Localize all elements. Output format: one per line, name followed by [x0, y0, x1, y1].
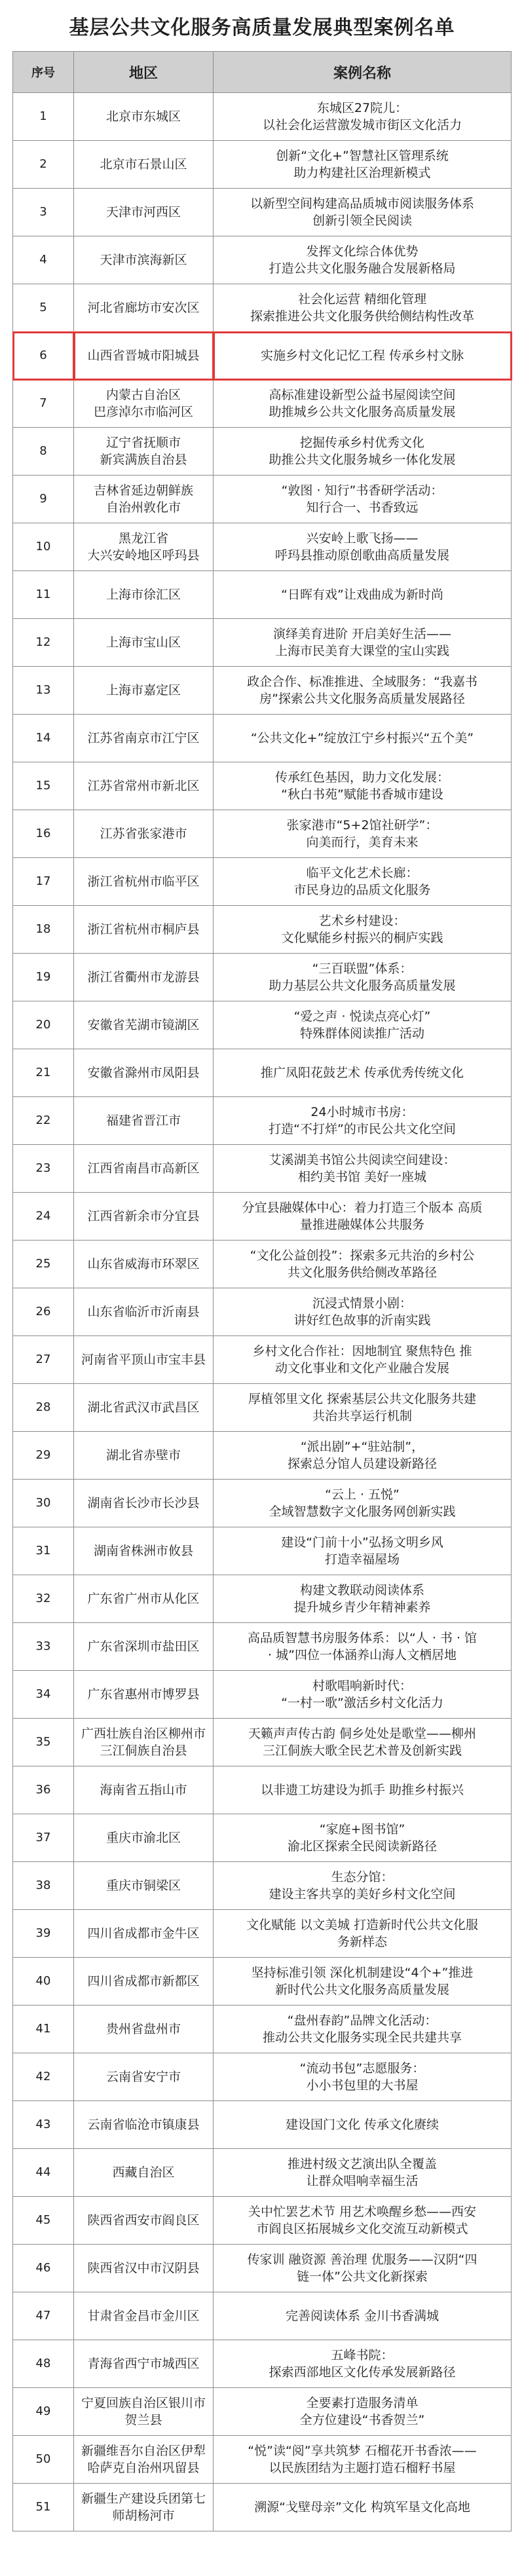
cell-region: 浙江省杭州市桐庐县	[74, 906, 214, 954]
table-row	[13, 619, 512, 667]
cell-case: “敦图 · 知行”书香研学活动： 知行合一、书香致远	[214, 476, 512, 523]
cell-index: 14	[13, 715, 74, 762]
table-row	[13, 141, 512, 189]
cell-region: 上海市嘉定区	[74, 667, 214, 715]
cell-index: 46	[13, 2245, 74, 2292]
table-row	[13, 380, 512, 428]
cell-case: “云上 · 五悦” 全域智慧数字文化服务网创新实践	[214, 1480, 512, 1527]
table-row	[13, 1766, 512, 1814]
table-row	[13, 1097, 512, 1145]
table-row	[13, 667, 512, 715]
cell-index: 4	[13, 236, 74, 284]
table-row	[13, 1049, 512, 1097]
header-case: 案例名称	[214, 52, 512, 93]
table-row	[13, 858, 512, 906]
cell-region: 宁夏回族自治区银川市 贺兰县	[74, 2388, 214, 2436]
cell-index: 40	[13, 1958, 74, 2006]
cell-case: 构建文教联动阅读体系 提升城乡青少年精神素养	[214, 1575, 512, 1623]
table-row	[13, 332, 512, 380]
table-row	[13, 2245, 512, 2292]
cell-case: 溯源“戈壁母亲”文化 构筑军垦文化高地	[214, 2484, 512, 2531]
table-header-row	[13, 52, 512, 93]
table-row	[13, 428, 512, 476]
cell-region: 广东省深圳市盐田区	[74, 1623, 214, 1671]
cell-index: 15	[13, 762, 74, 810]
cell-region: 江苏省张家港市	[74, 810, 214, 858]
table-row	[13, 1575, 512, 1623]
cell-index: 29	[13, 1432, 74, 1480]
cell-index: 3	[13, 189, 74, 236]
cell-index: 35	[13, 1719, 74, 1766]
cell-case: “盘州春韵”品牌文化活动： 推动公共文化服务实现全民共建共享	[214, 2006, 512, 2053]
cell-region: 西藏自治区	[74, 2149, 214, 2197]
cell-region: 甘肃省金昌市金川区	[74, 2292, 214, 2340]
cell-case: “日晖有戏”让戏曲成为新时尚	[214, 571, 512, 619]
cell-region: 安徽省滁州市凤阳县	[74, 1049, 214, 1097]
cell-index: 2	[13, 141, 74, 189]
cell-region: 四川省成都市新都区	[74, 1958, 214, 2006]
cell-region: 青海省西宁市城西区	[74, 2340, 214, 2388]
cell-index: 41	[13, 2006, 74, 2053]
cell-region: 湖北省赤壁市	[74, 1432, 214, 1480]
cell-index: 25	[13, 1241, 74, 1288]
table-row	[13, 1910, 512, 1958]
cell-case: 推进村级文艺演出队全覆盖 让群众唱响幸福生活	[214, 2149, 512, 2197]
cell-case: 以新型空间构建高品质城市阅读服务体系 创新引领全民阅读	[214, 189, 512, 236]
cell-case: 政企合作、标准推进、全域服务：“我嘉书 房”探索公共文化服务高质量发展路径	[214, 667, 512, 715]
table-row	[13, 571, 512, 619]
cell-index: 21	[13, 1049, 74, 1097]
cell-case: 传承红色基因，助力文化发展： “秋白书苑”赋能书香城市建设	[214, 762, 512, 810]
cell-region: 广东省惠州市博罗县	[74, 1671, 214, 1719]
cell-region: 湖南省长沙市长沙县	[74, 1480, 214, 1527]
cell-case: “公共文化+”绽放江宁乡村振兴“五个美”	[214, 715, 512, 762]
cell-region: 广西壮族自治区柳州市 三江侗族自治县	[74, 1719, 214, 1766]
cell-index: 16	[13, 810, 74, 858]
table-row	[13, 2006, 512, 2053]
table-row	[13, 2484, 512, 2531]
table-row	[13, 93, 512, 141]
cell-index: 39	[13, 1910, 74, 1958]
cell-index: 23	[13, 1145, 74, 1193]
cell-region: 浙江省杭州市临平区	[74, 858, 214, 906]
cell-index: 42	[13, 2053, 74, 2101]
cell-index: 27	[13, 1336, 74, 1384]
table-row	[13, 1241, 512, 1288]
table-row	[13, 1384, 512, 1432]
cell-region: 河北省廊坊市安次区	[74, 284, 214, 332]
cell-region: 内蒙古自治区 巴彦淖尔市临河区	[74, 380, 214, 428]
cell-case: “流动书包”志愿服务： 小小书包里的大书屋	[214, 2053, 512, 2101]
cell-region: 天津市滨海新区	[74, 236, 214, 284]
cell-index: 45	[13, 2197, 74, 2245]
cell-region: 江苏省常州市新北区	[74, 762, 214, 810]
cell-case: 临平文化艺术长廊： 市民身边的品质文化服务	[214, 858, 512, 906]
cell-case: 高标准建设新型公益书屋阅读空间 助推城乡公共文化服务高质量发展	[214, 380, 512, 428]
cell-region: 江西省南昌市高新区	[74, 1145, 214, 1193]
cell-case: 实施乡村文化记忆工程 传承乡村文脉	[214, 332, 512, 380]
cell-case: 沉浸式情景小剧： 讲好红色故事的沂南实践	[214, 1288, 512, 1336]
table-row	[13, 236, 512, 284]
table-row	[13, 1814, 512, 1862]
cell-index: 11	[13, 571, 74, 619]
cell-region: 山西省晋城市阳城县	[74, 332, 214, 380]
cell-index: 43	[13, 2101, 74, 2149]
table-row	[13, 476, 512, 523]
cell-case: “三百联盟”体系： 助力基层公共文化服务高质量发展	[214, 954, 512, 1001]
cell-region: 黑龙江省 大兴安岭地区呼玛县	[74, 523, 214, 571]
cell-index: 5	[13, 284, 74, 332]
cell-case: 艾溪湖美书馆公共阅读空间建设： 相约美书馆 美好一座城	[214, 1145, 512, 1193]
cell-index: 19	[13, 954, 74, 1001]
cell-region: 新疆生产建设兵团第七 师胡杨河市	[74, 2484, 214, 2531]
cell-case: 推广凤阳花鼓艺术 传承优秀传统文化	[214, 1049, 512, 1097]
table-row	[13, 715, 512, 762]
cell-index: 33	[13, 1623, 74, 1671]
cell-region: 重庆市渝北区	[74, 1814, 214, 1862]
cell-case: 建设“门前十小”弘扬文明乡风 打造幸福屋场	[214, 1527, 512, 1575]
cell-case: 村歌唱响新时代： “一村一歌”激活乡村文化活力	[214, 1671, 512, 1719]
cell-case: 厚植邻里文化 探索基层公共文化服务共建 共治共享运行机制	[214, 1384, 512, 1432]
table-row	[13, 2101, 512, 2149]
cell-case: 挖掘传承乡村优秀文化 助推公共文化服务城乡一体化发展	[214, 428, 512, 476]
cell-region: 重庆市铜梁区	[74, 1862, 214, 1910]
cell-index: 20	[13, 1001, 74, 1049]
cell-case: 完善阅读体系 金川书香满城	[214, 2292, 512, 2340]
cell-index: 28	[13, 1384, 74, 1432]
cell-index: 17	[13, 858, 74, 906]
cell-region: 辽宁省抚顺市 新宾满族自治县	[74, 428, 214, 476]
table-row	[13, 1336, 512, 1384]
cell-case: 以非遗工坊建设为抓手 助推乡村振兴	[214, 1766, 512, 1814]
cell-index: 44	[13, 2149, 74, 2197]
cell-region: 广东省广州市从化区	[74, 1575, 214, 1623]
cell-region: 陕西省西安市阎良区	[74, 2197, 214, 2245]
cell-case: 分宜县融媒体中心：着力打造三个版本 高质 量推进融媒体公共服务	[214, 1193, 512, 1241]
cell-case: 东城区27院儿： 以社会化运营激发城市街区文化活力	[214, 93, 512, 141]
table-row	[13, 523, 512, 571]
cell-index: 32	[13, 1575, 74, 1623]
cell-region: 吉林省延边朝鲜族 自治州敦化市	[74, 476, 214, 523]
table-row	[13, 1480, 512, 1527]
cell-case: “文化公益创投”：探索多元共治的乡村公 共文化服务供给侧改革路径	[214, 1241, 512, 1288]
table-row	[13, 810, 512, 858]
table-row	[13, 1527, 512, 1575]
cell-region: 新疆维吾尔自治区伊犁 哈萨克自治州巩留县	[74, 2436, 214, 2484]
cell-region: 陕西省汉中市汉阴县	[74, 2245, 214, 2292]
cell-index: 47	[13, 2292, 74, 2340]
table-row	[13, 2388, 512, 2436]
cell-index: 30	[13, 1480, 74, 1527]
cell-index: 8	[13, 428, 74, 476]
table-row	[13, 762, 512, 810]
cell-index: 51	[13, 2484, 74, 2531]
cell-index: 13	[13, 667, 74, 715]
cell-region: 江苏省南京市江宁区	[74, 715, 214, 762]
cell-region: 安徽省芜湖市镜湖区	[74, 1001, 214, 1049]
cell-index: 1	[13, 93, 74, 141]
table-row	[13, 2149, 512, 2197]
cell-index: 22	[13, 1097, 74, 1145]
cell-region: 河南省平顶山市宝丰县	[74, 1336, 214, 1384]
table-row	[13, 2340, 512, 2388]
table-row	[13, 189, 512, 236]
cell-index: 18	[13, 906, 74, 954]
table-row	[13, 1719, 512, 1766]
cell-case: 创新“文化+”智慧社区管理系统 助力构建社区治理新模式	[214, 141, 512, 189]
cell-region: 天津市河西区	[74, 189, 214, 236]
cell-case: “家庭+图书馆” 渝北区探索全民阅读新路径	[214, 1814, 512, 1862]
cell-region: 海南省五指山市	[74, 1766, 214, 1814]
cell-region: 贵州省盘州市	[74, 2006, 214, 2053]
table-row	[13, 1862, 512, 1910]
table-row	[13, 1001, 512, 1049]
cell-case: 建设国门文化 传承文化赓续	[214, 2101, 512, 2149]
cell-region: 上海市宝山区	[74, 619, 214, 667]
case-list-table	[12, 51, 512, 2531]
cell-case: 生态分馆： 建设主客共享的美好乡村文化空间	[214, 1862, 512, 1910]
cell-case: 高品质智慧书房服务体系：以“人 · 书 · 馆 · 城”四位一体涵养山海人文栖居地	[214, 1623, 512, 1671]
cell-index: 24	[13, 1193, 74, 1241]
table-row	[13, 906, 512, 954]
page-title: 基层公共文化服务高质量发展典型案例名单	[69, 16, 455, 39]
table-row	[13, 1623, 512, 1671]
cell-index: 49	[13, 2388, 74, 2436]
cell-index: 31	[13, 1527, 74, 1575]
cell-case: “悦”读“阅”享共筑梦 石榴花开书香浓—— 以民族团结为主题打造石榴籽书屋	[214, 2436, 512, 2484]
cell-case: 文化赋能 以文美城 打造新时代公共文化服 务新样态	[214, 1910, 512, 1958]
cell-index: 36	[13, 1766, 74, 1814]
cell-case: 乡村文化合作社：因地制宜 聚焦特色 推 动文化事业和文化产业融合发展	[214, 1336, 512, 1384]
cell-case: 演绎美育进阶 开启美好生活—— 上海市民美育大课堂的宝山实践	[214, 619, 512, 667]
cell-index: 38	[13, 1862, 74, 1910]
cell-region: 上海市徐汇区	[74, 571, 214, 619]
cell-region: 北京市东城区	[74, 93, 214, 141]
table-body	[13, 93, 512, 2531]
cell-index: 7	[13, 380, 74, 428]
cell-index: 50	[13, 2436, 74, 2484]
table-row	[13, 2053, 512, 2101]
cell-region: 湖南省株洲市攸县	[74, 1527, 214, 1575]
cell-index: 10	[13, 523, 74, 571]
table-row	[13, 1432, 512, 1480]
table-row	[13, 954, 512, 1001]
cell-case: 五峰书院： 探索西部地区文化传承发展新路径	[214, 2340, 512, 2388]
cell-case: 兴安岭上歌飞扬—— 呼玛县推动原创歌曲高质量发展	[214, 523, 512, 571]
cell-case: 张家港市“5+2馆社研学”： 向美而行，美育未来	[214, 810, 512, 858]
cell-region: 江西省新余市分宜县	[74, 1193, 214, 1241]
header-region: 地区	[74, 52, 214, 93]
cell-region: 湖北省武汉市武昌区	[74, 1384, 214, 1432]
header-index: 序号	[13, 52, 74, 93]
cell-case: 24小时城市书房： 打造“不打烊”的市民公共文化空间	[214, 1097, 512, 1145]
cell-case: “派出剧”+“驻站制”， 探索总分馆人员建设新路径	[214, 1432, 512, 1480]
cell-case: “爱之声 · 悦读点亮心灯” 特殊群体阅读推广活动	[214, 1001, 512, 1049]
cell-index: 26	[13, 1288, 74, 1336]
cell-region: 北京市石景山区	[74, 141, 214, 189]
table-row	[13, 2292, 512, 2340]
cell-region: 浙江省衢州市龙游县	[74, 954, 214, 1001]
table-row	[13, 1288, 512, 1336]
cell-case: 艺术乡村建设： 文化赋能乡村振兴的桐庐实践	[214, 906, 512, 954]
cell-region: 云南省临沧市镇康县	[74, 2101, 214, 2149]
cell-region: 山东省临沂市沂南县	[74, 1288, 214, 1336]
table-row	[13, 1958, 512, 2006]
cell-case: 发挥文化综合体优势 打造公共文化服务融合发展新格局	[214, 236, 512, 284]
cell-index: 37	[13, 1814, 74, 1862]
cell-index: 48	[13, 2340, 74, 2388]
table-row	[13, 2436, 512, 2484]
table-row	[13, 1193, 512, 1241]
cell-region: 福建省晋江市	[74, 1097, 214, 1145]
cell-region: 云南省安宁市	[74, 2053, 214, 2101]
cell-index: 9	[13, 476, 74, 523]
cell-index: 6	[13, 332, 74, 380]
cell-region: 四川省成都市金牛区	[74, 1910, 214, 1958]
cell-index: 34	[13, 1671, 74, 1719]
cell-case: 全要素打造服务清单 全方位建设“书香贺兰”	[214, 2388, 512, 2436]
cell-region: 山东省威海市环翠区	[74, 1241, 214, 1288]
table-row	[13, 284, 512, 332]
table-row	[13, 2197, 512, 2245]
cell-case: 天籁声声传古韵 侗乡处处是歌堂——柳州 三江侗族大歌全民艺术普及创新实践	[214, 1719, 512, 1766]
cell-case: 传家训 融资源 善治理 优服务——汉阴“四 链一体”公共文化新探索	[214, 2245, 512, 2292]
cell-case: 坚持标准引领 深化机制建设“4个+”推进 新时代公共文化服务高质量发展	[214, 1958, 512, 2006]
cell-case: 社会化运营 精细化管理 探索推进公共文化服务供给侧结构性改革	[214, 284, 512, 332]
cell-case: 关中忙罢艺术节 用艺术唤醒乡愁——西安 市阎良区拓展城乡文化交流互动新模式	[214, 2197, 512, 2245]
cell-index: 12	[13, 619, 74, 667]
table-row	[13, 1145, 512, 1193]
table-row	[13, 1671, 512, 1719]
